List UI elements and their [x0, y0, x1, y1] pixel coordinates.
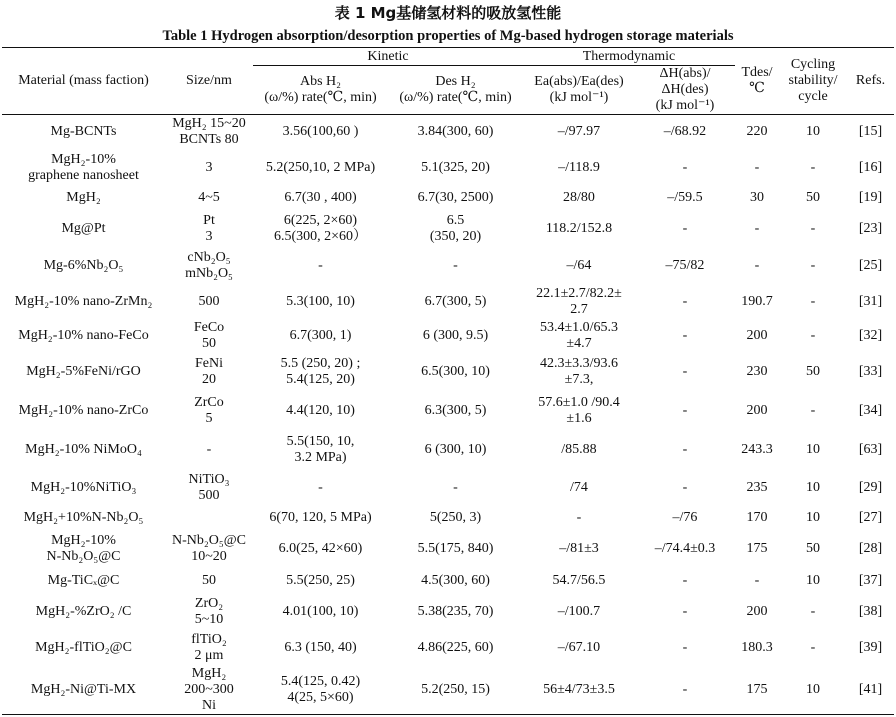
ea-cell: - — [576, 510, 582, 525]
header-material: Material (mass faction) — [2, 48, 165, 115]
size-cell: N-Nb₂O₅@C 10~20 — [172, 533, 246, 564]
table-row — [2, 630, 894, 666]
cycling-cell: - — [810, 220, 816, 236]
des-cell: 6.3(300, 5) — [424, 402, 487, 418]
header-dh-label: ΔH(abs)/ΔH(des) — [659, 66, 711, 97]
ref-cell: [25] — [858, 257, 883, 273]
des-cell: 6 (300, 9.5) — [422, 327, 489, 343]
ea-cell: 57.6±1.0 /90.4 ±1.6 — [538, 394, 620, 426]
dh-cell: - — [682, 402, 688, 418]
header-ea-unit: (kJ mol⁻¹) — [549, 90, 609, 105]
header-abs-label: Abs H₂ — [299, 74, 342, 89]
header-ea — [523, 66, 635, 115]
header-thermodynamic: Thermodynamic — [523, 48, 735, 66]
tdes-cell: - — [754, 159, 760, 175]
material-cell: MgH₂-10% nano-ZrCo — [18, 402, 149, 418]
abs-cell: 6.7(300, 1) — [289, 327, 352, 343]
cycling-cell: 10 — [806, 124, 820, 140]
dh-cell: - — [682, 363, 688, 379]
tdes-cell: 200 — [746, 402, 768, 418]
ref-cell: [15] — [858, 124, 883, 140]
size-cell: Pt 3 — [203, 212, 215, 244]
des-cell: 4.86(225, 60) — [417, 639, 494, 655]
table-row — [2, 506, 894, 531]
table-body — [2, 115, 894, 715]
des-cell: - — [453, 479, 458, 495]
material-cell: MgH₂-%ZrO₂ /C — [35, 603, 132, 619]
size-cell: cNb₂O₅ mNb₂O₅ — [185, 249, 233, 281]
material-cell: Mg-BCNTs — [50, 124, 117, 140]
header-cycling: Cycling stability/ cycle — [779, 48, 847, 115]
ref-cell: [23] — [858, 220, 883, 236]
header-abs — [253, 66, 388, 115]
abs-cell: 5.4(125, 0.42) 4(25, 5×60) — [253, 666, 388, 715]
size-cell: ZrO₂ 5~10 — [194, 595, 224, 627]
material-cell: MgH₂-10% graphene nanosheet — [28, 151, 139, 183]
des-cell: 4.5(300, 60) — [421, 572, 490, 588]
des-cell: 6.7(300, 5) — [424, 293, 487, 309]
header-tdes-label: Tdes/ — [741, 65, 773, 80]
cycling-cell: 10 — [806, 441, 820, 457]
table-row — [2, 531, 894, 568]
ea-cell: /74 — [570, 479, 588, 495]
table-row — [2, 248, 894, 284]
des-cell: - — [453, 257, 458, 273]
cycling-cell: 10 — [806, 510, 820, 525]
header-des — [388, 66, 523, 115]
dh-cell: - — [682, 159, 688, 175]
abs-cell: 3.56(100,60 ) — [282, 124, 359, 140]
header-des-unit: (ω/%) rate(℃, min) — [399, 90, 512, 105]
ea-cell: –/100.7 — [557, 603, 601, 619]
table-row — [2, 594, 894, 630]
tdes-cell: 230 — [746, 363, 768, 379]
table-row — [2, 392, 894, 430]
header-kinetic: Kinetic — [253, 48, 523, 66]
header-abs-unit: (ω/%) rate(℃, min) — [264, 90, 377, 105]
dh-cell: - — [635, 666, 735, 715]
ref-cell: [41] — [847, 666, 894, 715]
dh-cell: –/76 — [672, 510, 698, 525]
size-cell: - — [206, 441, 212, 457]
ea-cell: /85.88 — [561, 441, 597, 457]
header-ea-label: Ea(abs)/Ea(des) — [534, 74, 624, 89]
size-cell: 500 — [198, 293, 220, 309]
ref-cell: [38] — [858, 603, 883, 619]
table-row — [2, 470, 894, 506]
table-row — [2, 150, 894, 186]
des-cell: 5.5(175, 840) — [417, 541, 494, 556]
header-size: Size/nm — [165, 48, 253, 115]
ea-cell: –/81±3 — [559, 541, 599, 556]
material-cell: MgH₂-flTiO₂@C — [35, 639, 132, 655]
ea-cell: –/64 — [566, 257, 592, 273]
dh-cell: - — [682, 327, 688, 343]
des-cell: 5.38(235, 70) — [417, 603, 494, 619]
cycling-cell: - — [810, 327, 816, 343]
abs-cell: - — [318, 257, 323, 273]
tdes-cell: 30 — [750, 189, 764, 205]
cycling-cell: - — [810, 159, 816, 175]
ref-cell: [33] — [858, 363, 883, 379]
header-dh-unit: (kJ mol⁻¹) — [655, 98, 715, 113]
dh-cell: –/68.92 — [663, 124, 707, 140]
table-row — [2, 352, 894, 392]
abs-cell: 6(225, 2×60) 6.5(300, 2×60） — [273, 212, 368, 244]
tdes-cell: 200 — [746, 603, 768, 619]
ref-cell: [37] — [858, 572, 883, 588]
tdes-cell: - — [754, 257, 760, 273]
dh-cell: - — [682, 603, 688, 619]
abs-cell: - — [318, 479, 323, 495]
ea-cell: –/118.9 — [558, 159, 600, 175]
abs-cell: 5.5(150, 10, 3.2 MPa) — [286, 433, 355, 465]
ea-cell: –/67.10 — [557, 639, 601, 655]
abs-cell: 5.5(250, 25) — [286, 572, 355, 588]
ref-cell: [39] — [858, 639, 883, 655]
abs-cell: 5.5 (250, 20) ; 5.4(125, 20) — [280, 355, 361, 387]
des-cell: 5.2(250, 15) — [388, 666, 523, 715]
size-cell: MgH₂ 200~300 Ni — [165, 666, 253, 715]
size-cell: NiTiO₃ 500 — [188, 471, 230, 503]
des-cell: 6 (300, 10) — [424, 441, 487, 457]
tdes-cell: - — [754, 572, 760, 588]
cycling-cell: - — [810, 639, 816, 655]
abs-cell: 6(70, 120, 5 MPa) — [269, 510, 372, 525]
size-cell: 50 — [202, 572, 216, 588]
table-row — [2, 666, 894, 715]
dh-cell: –/74.4±0.3 — [654, 541, 716, 556]
ea-cell: 56±4/73±3.5 — [523, 666, 635, 715]
size-cell: 3 — [205, 159, 213, 175]
material-cell: MgH₂-Ni@Ti-MX — [2, 666, 165, 715]
ref-cell: [63] — [858, 441, 883, 457]
ref-cell: [28] — [858, 541, 883, 556]
dh-cell: - — [682, 293, 688, 309]
abs-cell: 5.3(100, 10) — [286, 293, 355, 309]
tdes-cell: 180.3 — [741, 639, 773, 655]
tdes-cell: - — [754, 220, 760, 236]
cycling-cell: - — [810, 257, 816, 273]
header-tdes — [735, 48, 779, 115]
tdes-cell: 175 — [735, 666, 779, 715]
cycling-cell: - — [810, 293, 816, 309]
material-cell: MgH₂+10%N-Nb₂O₅ — [23, 510, 144, 525]
des-cell: 6.5 (350, 20) — [429, 212, 482, 244]
ea-cell: 28/80 — [563, 189, 595, 205]
cycling-cell: 50 — [806, 189, 820, 205]
properties-table — [2, 47, 894, 715]
cycling-cell: 50 — [806, 363, 820, 379]
cycling-cell: - — [810, 603, 816, 619]
table-row — [2, 186, 894, 210]
abs-cell: 6.7(30 , 400) — [284, 189, 357, 205]
cycling-cell: 50 — [806, 541, 820, 556]
material-cell: MgH₂-10% N-Nb₂O₅@C — [46, 533, 121, 564]
tdes-cell: 235 — [746, 479, 768, 495]
ref-cell: [31] — [858, 293, 883, 309]
size-cell — [165, 506, 253, 531]
ref-cell: [19] — [858, 189, 883, 205]
dh-cell: - — [682, 639, 688, 655]
material-cell: Mg@Pt — [61, 220, 106, 236]
material-cell: Mg-TiCₓ@C — [47, 572, 120, 588]
ea-cell: 53.4±1.0/65.3 ±4.7 — [539, 319, 619, 351]
header-des-label: Des H₂ — [435, 74, 476, 89]
table-title-english: Table 1 Hydrogen absorption/desorption properties of Mg-based hydrogen storage materials — [162, 28, 734, 44]
table-row — [2, 320, 894, 352]
dh-cell: - — [682, 479, 688, 495]
size-cell: MgH₂ 15~20 BCNTs 80 — [172, 116, 246, 148]
abs-cell: 4.4(120, 10) — [286, 402, 355, 418]
cycling-cell: 10 — [806, 479, 820, 495]
table-row — [2, 430, 894, 470]
ref-cell: [16] — [858, 159, 883, 175]
table-row — [2, 284, 894, 320]
abs-cell: 5.2(250,10, 2 MPa) — [265, 159, 376, 175]
ref-cell: [29] — [858, 479, 883, 495]
des-cell: 3.84(300, 60) — [417, 124, 494, 140]
tdes-cell: 170 — [746, 510, 768, 525]
header-dh — [635, 66, 735, 115]
size-cell: FeNi 20 — [195, 355, 223, 387]
abs-cell: 6.0(25, 42×60) — [278, 541, 363, 556]
des-cell: 5.1(325, 20) — [421, 159, 490, 175]
material-cell: MgH₂-10% nano-ZrMn₂ — [14, 293, 153, 309]
cycling-cell: 10 — [779, 666, 847, 715]
material-cell: MgH₂-10% nano-FeCo — [18, 327, 149, 343]
cycling-cell: 10 — [806, 572, 820, 588]
des-cell: 6.7(30, 2500) — [417, 189, 494, 205]
table-row — [2, 115, 894, 150]
tdes-cell: 243.3 — [741, 441, 773, 457]
ea-cell: 22.1±2.7/82.2± 2.7 — [536, 285, 622, 317]
ea-cell: 118.2/152.8 — [545, 220, 613, 236]
material-cell: MgH₂-10% NiMoO₄ — [25, 441, 142, 457]
table-row — [2, 210, 894, 248]
dh-cell: –75/82 — [665, 257, 705, 273]
dh-cell: - — [682, 441, 688, 457]
dh-cell: - — [682, 220, 688, 236]
table-row — [2, 568, 894, 594]
material-cell: MgH₂ — [66, 189, 101, 205]
material-cell: Mg-6%Nb₂O₅ — [43, 257, 124, 273]
tdes-cell: 220 — [746, 124, 768, 140]
tdes-cell: 190.7 — [741, 293, 773, 309]
header-tdes-unit: ℃ — [749, 81, 765, 96]
des-cell: 6.5(300, 10) — [421, 363, 490, 379]
dh-cell: - — [682, 572, 688, 588]
table-title-chinese: 表 1 Mg基储氢材料的吸放氢性能 — [334, 4, 562, 22]
size-cell: 4~5 — [198, 189, 220, 205]
ea-cell: –/97.97 — [557, 124, 601, 140]
des-cell: 5(250, 3) — [429, 510, 482, 525]
tdes-cell: 200 — [746, 327, 768, 343]
ref-cell: [34] — [858, 402, 883, 418]
ref-cell: [27] — [858, 510, 883, 525]
ea-cell: 54.7/56.5 — [552, 572, 606, 588]
cycling-cell: - — [810, 402, 816, 418]
ref-cell: [32] — [858, 327, 883, 343]
size-cell: flTiO₂ 2 μm — [191, 631, 227, 663]
abs-cell: 4.01(100, 10) — [282, 603, 359, 619]
dh-cell: –/59.5 — [667, 189, 703, 205]
material-cell: MgH₂-5%FeNi/rGO — [26, 363, 141, 379]
abs-cell: 6.3 (150, 40) — [284, 639, 357, 655]
size-cell: ZrCo 5 — [194, 394, 224, 426]
tdes-cell: 175 — [746, 541, 768, 556]
material-cell: MgH₂-10%NiTiO₃ — [30, 479, 137, 495]
header-refs: Refs. — [847, 48, 894, 115]
size-cell: FeCo 50 — [193, 319, 225, 351]
ea-cell: 42.3±3.3/93.6 ±7.3, — [539, 355, 619, 387]
